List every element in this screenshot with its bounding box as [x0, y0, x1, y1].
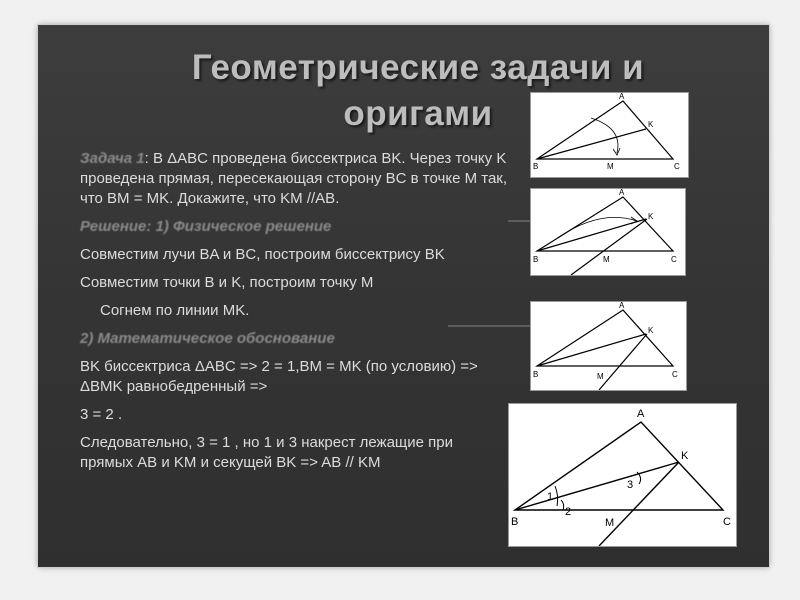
fig3-label-m: M: [597, 372, 604, 381]
solution-label: Решение: 1) Физическое решение: [80, 218, 332, 235]
proof-line-2: 3 = 2 .: [80, 406, 123, 423]
slide-title: Геометрические задачи и оригами: [191, 48, 645, 133]
fig2-label-a: A: [619, 189, 625, 197]
step-3: Согнем по линии MK.: [100, 302, 250, 319]
fig4-label-a: A: [637, 408, 645, 420]
proof-line-3: Следовательно, 3 = 1 , но 1 и 3 накрест лежащие при прямых AB и KM и секущей BK => AB // KM: [80, 434, 454, 471]
fig3-label-c: C: [672, 370, 678, 379]
fig1-label-a: A: [619, 93, 625, 101]
proof-line-1: BK биссектриса ΔABC => 2 = 1,BM = MK (по условию) => ΔBMK равнобедренный =>: [80, 358, 478, 395]
fig1-label-c: C: [674, 162, 680, 171]
fig1-label-m: M: [607, 162, 614, 171]
figure-proof: [508, 403, 737, 547]
fig2-label-m: M: [603, 255, 610, 264]
fig4-label-c: C: [723, 516, 731, 528]
figure-fold-mk: [530, 301, 687, 391]
task-label: Задача 1: [80, 150, 145, 167]
fig4-label-k: K: [681, 450, 689, 462]
fig3-label-a: A: [619, 302, 625, 310]
fig4-angle-1: 1: [547, 491, 554, 503]
slide: [38, 25, 769, 567]
fig4-label-m: M: [605, 517, 615, 529]
figure-fold-bk: [530, 188, 686, 276]
slide-body: [80, 149, 510, 481]
fig4-angle-3: 3: [627, 479, 634, 491]
fig4-label-b: B: [511, 516, 519, 528]
fig2-label-c: C: [671, 255, 677, 264]
figure-bisector: [530, 92, 689, 178]
fig1-label-k: K: [648, 120, 654, 129]
fig2-label-b: B: [533, 255, 539, 264]
step-2: Совместим точки B и K, построим точку M: [80, 274, 374, 291]
fig1-label-b: B: [533, 162, 539, 171]
task-text: : В ΔABC проведена биссектриса BK. Через точку K проведена прямая, пересекающая сторону BC в точке M так, что BM = MK. Докажите, что KM //AB.: [80, 150, 508, 207]
math-label: 2) Математическое обоснование: [80, 330, 335, 347]
fig3-label-k: K: [648, 326, 654, 335]
fig2-label-k: K: [648, 212, 654, 221]
task-paragraph: [80, 149, 510, 209]
fig3-label-b: B: [533, 370, 539, 379]
step-1: Совместим лучи BA и BC, построим биссектрису BK: [80, 246, 445, 263]
fig4-angle-2: 2: [565, 506, 572, 518]
